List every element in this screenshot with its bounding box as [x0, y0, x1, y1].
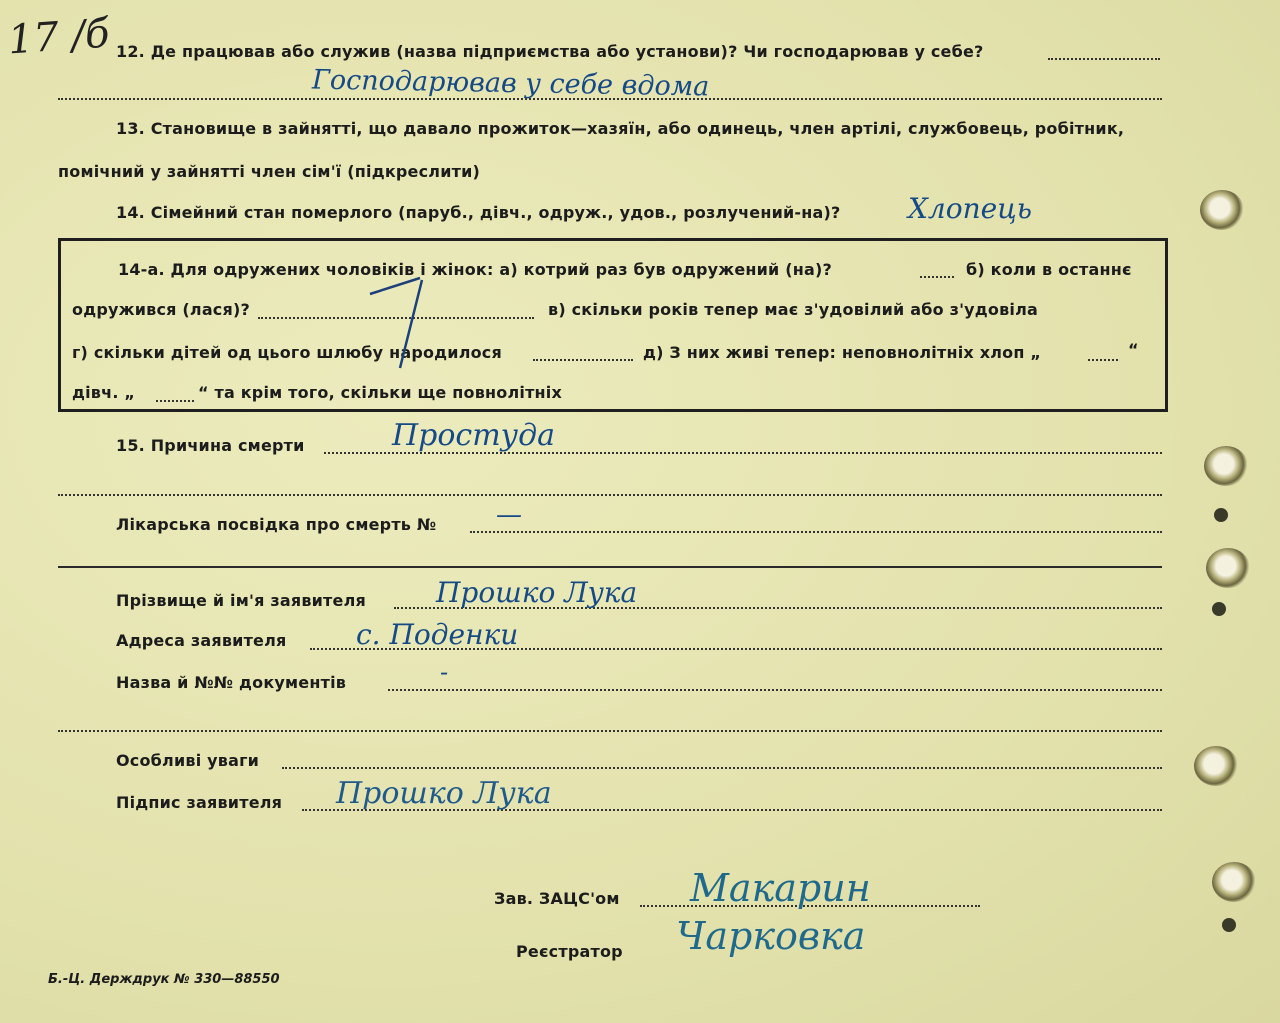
applicant-name-value: Прошко Лука [436, 576, 638, 609]
corner-mark: 17 /б [6, 10, 111, 64]
printer-imprint: Б.-Ц. Держдрук № 330—88550 [48, 972, 280, 987]
applicant-signature: Прошко Лука [336, 776, 552, 811]
q15-answer: Простуда [392, 418, 555, 453]
applicant-docs-dotline [388, 689, 1162, 691]
q14a-dot4 [1088, 359, 1118, 361]
applicant-name-label: Прізвище й ім'я заявителя [116, 591, 366, 610]
notes-dotline [282, 767, 1162, 769]
q14a-dot1 [920, 276, 954, 278]
binder-hole-1 [1200, 190, 1244, 230]
q12-answer: Господарював у себе вдома [311, 64, 710, 103]
q14a-line4a: дівч. „ [72, 383, 136, 402]
q14a-line1b: б) коли в останнє [966, 260, 1132, 279]
section-divider [58, 566, 1162, 568]
q14a-line4b: “ та крім того, скільки ще повнолітніх [198, 383, 563, 402]
q14a-dot5 [156, 400, 194, 402]
binder-hole-3 [1206, 548, 1250, 588]
binder-punch-1 [1214, 508, 1228, 522]
binder-hole-4 [1194, 746, 1238, 786]
q14a-dot3 [533, 359, 633, 361]
sign-label: Підпис заявителя [116, 793, 283, 812]
registrar-signature: Чарковка [676, 914, 866, 958]
q15-dotline-2 [58, 494, 1162, 496]
medical-label: Лікарська посвідка про смерть № [116, 515, 437, 534]
medical-dotline [470, 531, 1162, 533]
q14a-line3a: г) скільки дітей од цього шлюбу народилося [72, 343, 502, 362]
q14a-line1a: 14-а. Для одружених чоловіків і жінок: а) котрий раз був одружений (на)? [118, 260, 833, 279]
binder-hole-5 [1212, 862, 1256, 902]
notes-label: Особливі уваги [116, 751, 260, 770]
q13-line2: помічний у зайнятті член сім'ї (підкреслити) [58, 162, 481, 181]
q14a-line3c: “ [1128, 340, 1139, 359]
binder-punch-3 [1222, 918, 1236, 932]
head-label: Зав. ЗАЦС'ом [494, 889, 620, 908]
q14-answer: Хлопець [908, 192, 1033, 225]
q13-line1: 13. Становище в зайнятті, що давало прожиток—хазяїн, або одинець, член артілі, службовець, робітник, [116, 119, 1125, 138]
binder-punch-2 [1212, 602, 1226, 616]
binder-hole-2 [1204, 446, 1248, 486]
applicant-address-value: с. Поденки [356, 618, 519, 651]
q14a-line3b: д) З них живі тепер: неповнолітніх хлоп „ [643, 343, 1042, 362]
q12-dotline-1 [1048, 58, 1160, 60]
q14a-line2b: в) скільки років тепер має з'удовілий або з'удовіла [548, 300, 1039, 319]
head-signature: Макарин [690, 866, 871, 910]
applicant-address-label: Адреса заявителя [116, 631, 287, 650]
cancel-slash-mark [360, 268, 470, 378]
q14-label: 14. Сімейний стан померлого (паруб., дівч., одруж., удов., розлучений-на)? [116, 203, 841, 222]
q15-label: 15. Причина смерти [116, 436, 305, 455]
applicant-docs-label: Назва й №№ документів [116, 673, 347, 692]
q14a-line2a: одружився (лася)? [72, 300, 250, 319]
q12-label: 12. Де працював або служив (назва підприємства або установи)? Чи господарював у себе? [116, 42, 984, 61]
medical-answer: — [496, 500, 522, 530]
registrar-label: Реєстратор [516, 942, 623, 961]
applicant-blank-dotline [58, 730, 1162, 732]
applicant-docs-value: - [440, 658, 449, 686]
